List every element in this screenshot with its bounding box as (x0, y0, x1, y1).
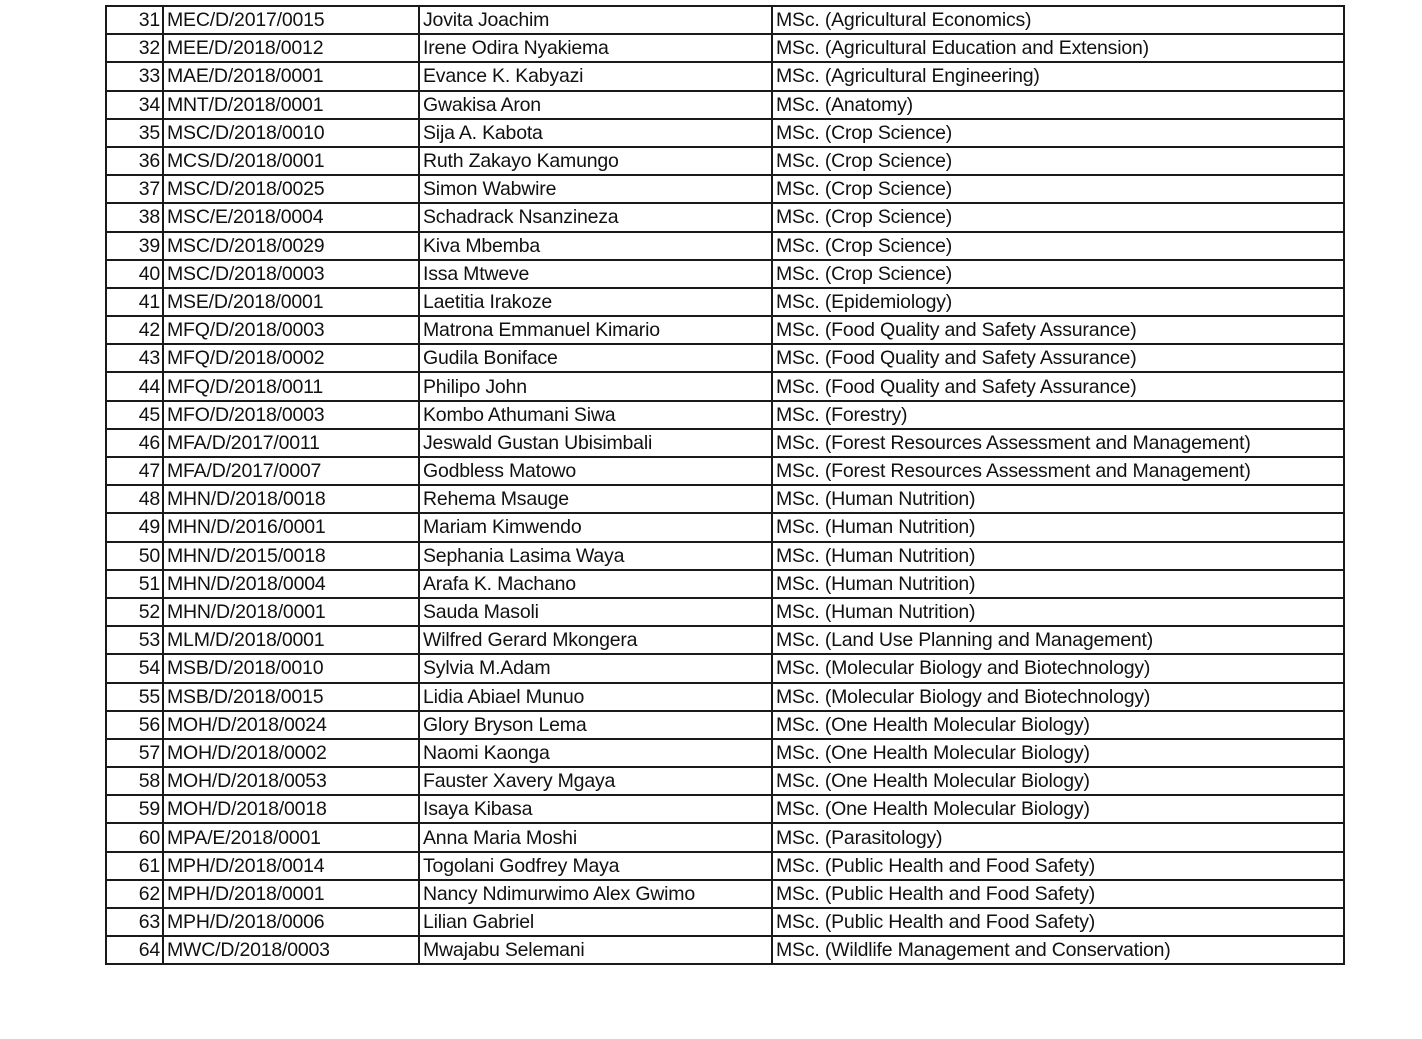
programme-cell: MSc. (Crop Science) (772, 203, 1344, 231)
student-name-cell: Lidia Abiael Munuo (419, 683, 772, 711)
registration-number-cell: MPA/E/2018/0001 (163, 823, 419, 851)
table-row (106, 34, 1344, 62)
table-row (106, 203, 1344, 231)
programme-cell: MSc. (Molecular Biology and Biotechnology) (772, 654, 1344, 682)
student-name-cell: Sija A. Kabota (419, 119, 772, 147)
student-name-cell: Mariam Kimwendo (419, 513, 772, 541)
programme-cell: MSc. (One Health Molecular Biology) (772, 739, 1344, 767)
table-row (106, 6, 1344, 34)
table-row (106, 429, 1344, 457)
row-number-cell: 38 (106, 203, 163, 231)
table-row (106, 119, 1344, 147)
row-number-cell: 43 (106, 344, 163, 372)
registration-number-cell: MCS/D/2018/0001 (163, 147, 419, 175)
student-name-cell: Glory Bryson Lema (419, 711, 772, 739)
table-row (106, 344, 1344, 372)
programme-cell: MSc. (Crop Science) (772, 119, 1344, 147)
registration-number-cell: MSB/D/2018/0010 (163, 654, 419, 682)
row-number-cell: 42 (106, 316, 163, 344)
row-number-cell: 58 (106, 767, 163, 795)
programme-cell: MSc. (Molecular Biology and Biotechnology) (772, 683, 1344, 711)
registration-number-cell: MAE/D/2018/0001 (163, 62, 419, 90)
student-name-cell: Simon Wabwire (419, 175, 772, 203)
student-name-cell: Togolani Godfrey Maya (419, 852, 772, 880)
registration-number-cell: MHN/D/2018/0018 (163, 485, 419, 513)
programme-cell: MSc. (Public Health and Food Safety) (772, 880, 1344, 908)
student-name-cell: Mwajabu Selemani (419, 936, 772, 964)
registration-number-cell: MFQ/D/2018/0002 (163, 344, 419, 372)
table-row (106, 175, 1344, 203)
student-name-cell: Schadrack Nsanzineza (419, 203, 772, 231)
row-number-cell: 63 (106, 908, 163, 936)
registration-number-cell: MSC/D/2018/0010 (163, 119, 419, 147)
table-row (106, 683, 1344, 711)
registration-number-cell: MLM/D/2018/0001 (163, 626, 419, 654)
registration-number-cell: MHN/D/2018/0001 (163, 598, 419, 626)
registration-number-cell: MSC/D/2018/0029 (163, 232, 419, 260)
registration-number-cell: MHN/D/2015/0018 (163, 542, 419, 570)
row-number-cell: 37 (106, 175, 163, 203)
student-name-cell: Kiva Mbemba (419, 232, 772, 260)
student-name-cell: Jovita Joachim (419, 6, 772, 34)
row-number-cell: 39 (106, 232, 163, 260)
table-row (106, 288, 1344, 316)
table-body (106, 6, 1344, 964)
student-name-cell: Kombo Athumani Siwa (419, 401, 772, 429)
student-name-cell: Rehema Msauge (419, 485, 772, 513)
row-number-cell: 35 (106, 119, 163, 147)
programme-cell: MSc. (Human Nutrition) (772, 598, 1344, 626)
programme-cell: MSc. (Forest Resources Assessment and Management) (772, 429, 1344, 457)
table-row (106, 795, 1344, 823)
student-name-cell: Gwakisa Aron (419, 91, 772, 119)
registration-number-cell: MHN/D/2018/0004 (163, 570, 419, 598)
student-name-cell: Arafa K. Machano (419, 570, 772, 598)
student-name-cell: Wilfred Gerard Mkongera (419, 626, 772, 654)
programme-cell: MSc. (Epidemiology) (772, 288, 1344, 316)
student-name-cell: Philipo John (419, 372, 772, 400)
row-number-cell: 32 (106, 34, 163, 62)
table-row (106, 823, 1344, 851)
table-row (106, 570, 1344, 598)
row-number-cell: 49 (106, 513, 163, 541)
row-number-cell: 55 (106, 683, 163, 711)
registration-number-cell: MSE/D/2018/0001 (163, 288, 419, 316)
registration-number-cell: MFQ/D/2018/0011 (163, 372, 419, 400)
student-name-cell: Evance K. Kabyazi (419, 62, 772, 90)
table-row (106, 711, 1344, 739)
programme-cell: MSc. (Human Nutrition) (772, 513, 1344, 541)
student-name-cell: Anna Maria Moshi (419, 823, 772, 851)
row-number-cell: 62 (106, 880, 163, 908)
row-number-cell: 40 (106, 260, 163, 288)
student-name-cell: Lilian Gabriel (419, 908, 772, 936)
table-row (106, 91, 1344, 119)
table-row (106, 654, 1344, 682)
registration-number-cell: MFA/D/2017/0007 (163, 457, 419, 485)
student-name-cell: Sauda Masoli (419, 598, 772, 626)
table-row (106, 457, 1344, 485)
registration-number-cell: MSB/D/2018/0015 (163, 683, 419, 711)
row-number-cell: 50 (106, 542, 163, 570)
row-number-cell: 34 (106, 91, 163, 119)
row-number-cell: 51 (106, 570, 163, 598)
programme-cell: MSc. (One Health Molecular Biology) (772, 767, 1344, 795)
row-number-cell: 36 (106, 147, 163, 175)
table-row (106, 880, 1344, 908)
programme-cell: MSc. (Forestry) (772, 401, 1344, 429)
student-name-cell: Nancy Ndimurwimo Alex Gwimo (419, 880, 772, 908)
student-name-cell: Matrona Emmanuel Kimario (419, 316, 772, 344)
student-list-table (105, 5, 1345, 965)
programme-cell: MSc. (Crop Science) (772, 260, 1344, 288)
table-row (106, 62, 1344, 90)
registration-number-cell: MFO/D/2018/0003 (163, 401, 419, 429)
table-row (106, 852, 1344, 880)
student-name-cell: Ruth Zakayo Kamungo (419, 147, 772, 175)
student-name-cell: Irene Odira Nyakiema (419, 34, 772, 62)
programme-cell: MSc. (Human Nutrition) (772, 570, 1344, 598)
row-number-cell: 41 (106, 288, 163, 316)
row-number-cell: 60 (106, 823, 163, 851)
programme-cell: MSc. (Forest Resources Assessment and Management) (772, 457, 1344, 485)
student-name-cell: Isaya Kibasa (419, 795, 772, 823)
programme-cell: MSc. (Public Health and Food Safety) (772, 852, 1344, 880)
student-name-cell: Sephania Lasima Waya (419, 542, 772, 570)
row-number-cell: 48 (106, 485, 163, 513)
row-number-cell: 57 (106, 739, 163, 767)
registration-number-cell: MWC/D/2018/0003 (163, 936, 419, 964)
registration-number-cell: MEE/D/2018/0012 (163, 34, 419, 62)
registration-number-cell: MFQ/D/2018/0003 (163, 316, 419, 344)
programme-cell: MSc. (Food Quality and Safety Assurance) (772, 316, 1344, 344)
table-row (106, 260, 1344, 288)
table-row (106, 598, 1344, 626)
table-row (106, 767, 1344, 795)
row-number-cell: 53 (106, 626, 163, 654)
registration-number-cell: MFA/D/2017/0011 (163, 429, 419, 457)
programme-cell: MSc. (Anatomy) (772, 91, 1344, 119)
student-name-cell: Sylvia M.Adam (419, 654, 772, 682)
programme-cell: MSc. (Land Use Planning and Management) (772, 626, 1344, 654)
registration-number-cell: MOH/D/2018/0053 (163, 767, 419, 795)
table-row (106, 401, 1344, 429)
student-name-cell: Godbless Matowo (419, 457, 772, 485)
programme-cell: MSc. (Crop Science) (772, 147, 1344, 175)
programme-cell: MSc. (Public Health and Food Safety) (772, 908, 1344, 936)
student-name-cell: Fauster Xavery Mgaya (419, 767, 772, 795)
registration-number-cell: MOH/D/2018/0024 (163, 711, 419, 739)
programme-cell: MSc. (One Health Molecular Biology) (772, 711, 1344, 739)
row-number-cell: 56 (106, 711, 163, 739)
table-row (106, 372, 1344, 400)
programme-cell: MSc. (Crop Science) (772, 175, 1344, 203)
registration-number-cell: MSC/D/2018/0003 (163, 260, 419, 288)
programme-cell: MSc. (One Health Molecular Biology) (772, 795, 1344, 823)
table-row (106, 513, 1344, 541)
programme-cell: MSc. (Crop Science) (772, 232, 1344, 260)
programme-cell: MSc. (Food Quality and Safety Assurance) (772, 372, 1344, 400)
table-row (106, 316, 1344, 344)
table-row (106, 739, 1344, 767)
programme-cell: MSc. (Food Quality and Safety Assurance) (772, 344, 1344, 372)
row-number-cell: 33 (106, 62, 163, 90)
row-number-cell: 52 (106, 598, 163, 626)
programme-cell: MSc. (Agricultural Engineering) (772, 62, 1344, 90)
row-number-cell: 45 (106, 401, 163, 429)
student-name-cell: Naomi Kaonga (419, 739, 772, 767)
programme-cell: MSc. (Wildlife Management and Conservation) (772, 936, 1344, 964)
row-number-cell: 64 (106, 936, 163, 964)
table-row (106, 542, 1344, 570)
table-row (106, 936, 1344, 964)
table-row (106, 908, 1344, 936)
table-row (106, 232, 1344, 260)
registration-number-cell: MEC/D/2017/0015 (163, 6, 419, 34)
registration-number-cell: MHN/D/2016/0001 (163, 513, 419, 541)
registration-number-cell: MPH/D/2018/0014 (163, 852, 419, 880)
programme-cell: MSc. (Parasitology) (772, 823, 1344, 851)
row-number-cell: 44 (106, 372, 163, 400)
registration-number-cell: MOH/D/2018/0002 (163, 739, 419, 767)
row-number-cell: 31 (106, 6, 163, 34)
table-row (106, 626, 1344, 654)
registration-number-cell: MOH/D/2018/0018 (163, 795, 419, 823)
row-number-cell: 47 (106, 457, 163, 485)
row-number-cell: 54 (106, 654, 163, 682)
programme-cell: MSc. (Agricultural Education and Extension) (772, 34, 1344, 62)
table-row (106, 147, 1344, 175)
programme-cell: MSc. (Human Nutrition) (772, 542, 1344, 570)
programme-cell: MSc. (Human Nutrition) (772, 485, 1344, 513)
student-name-cell: Issa Mtweve (419, 260, 772, 288)
registration-number-cell: MPH/D/2018/0006 (163, 908, 419, 936)
row-number-cell: 46 (106, 429, 163, 457)
registration-number-cell: MSC/D/2018/0025 (163, 175, 419, 203)
programme-cell: MSc. (Agricultural Economics) (772, 6, 1344, 34)
row-number-cell: 59 (106, 795, 163, 823)
table-row (106, 485, 1344, 513)
registration-number-cell: MSC/E/2018/0004 (163, 203, 419, 231)
student-name-cell: Jeswald Gustan Ubisimbali (419, 429, 772, 457)
registration-number-cell: MNT/D/2018/0001 (163, 91, 419, 119)
registration-number-cell: MPH/D/2018/0001 (163, 880, 419, 908)
student-name-cell: Laetitia Irakoze (419, 288, 772, 316)
student-name-cell: Gudila Boniface (419, 344, 772, 372)
row-number-cell: 61 (106, 852, 163, 880)
